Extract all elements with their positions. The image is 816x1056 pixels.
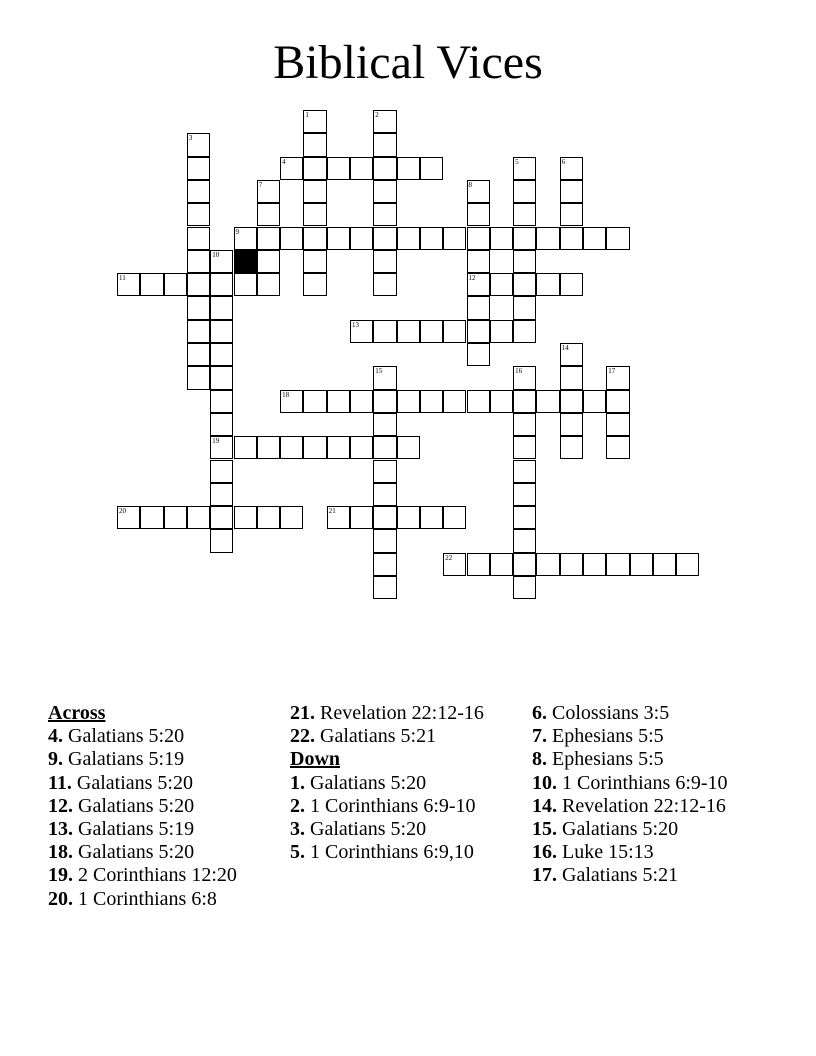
grid-cell[interactable] bbox=[467, 343, 490, 366]
grid-cell[interactable] bbox=[187, 506, 210, 529]
grid-cell[interactable] bbox=[187, 320, 210, 343]
clue-down-16: 16. Luke 15:13 bbox=[532, 841, 654, 864]
grid-cell[interactable] bbox=[606, 227, 629, 250]
grid-cell[interactable] bbox=[513, 180, 536, 203]
grid-cell[interactable] bbox=[467, 250, 490, 273]
grid-cell[interactable] bbox=[513, 157, 536, 180]
grid-cell[interactable] bbox=[210, 343, 233, 366]
grid-cell[interactable] bbox=[467, 203, 490, 226]
grid-cell[interactable] bbox=[676, 553, 699, 576]
grid-cell[interactable] bbox=[187, 296, 210, 319]
grid-cell[interactable] bbox=[467, 553, 490, 576]
clue-down-2: 2. 1 Corinthians 6:9-10 bbox=[290, 794, 476, 817]
grid-cell[interactable] bbox=[513, 576, 536, 599]
grid-cell[interactable] bbox=[210, 460, 233, 483]
grid-cell[interactable] bbox=[210, 483, 233, 506]
grid-cell[interactable] bbox=[606, 553, 629, 576]
grid-cell[interactable] bbox=[513, 413, 536, 436]
grid-cell[interactable] bbox=[373, 133, 396, 156]
grid-cell[interactable] bbox=[303, 250, 326, 273]
clue-column-1 bbox=[48, 702, 283, 911]
grid-cell[interactable] bbox=[257, 227, 280, 250]
grid-cell[interactable] bbox=[373, 227, 396, 250]
grid-cell[interactable] bbox=[420, 227, 443, 250]
grid-cell[interactable] bbox=[467, 273, 490, 296]
grid-cell[interactable] bbox=[467, 296, 490, 319]
grid-cell[interactable] bbox=[443, 320, 466, 343]
grid-cell[interactable] bbox=[140, 273, 163, 296]
grid-cell[interactable] bbox=[630, 553, 653, 576]
grid-cell[interactable] bbox=[117, 506, 140, 529]
grid-cell[interactable] bbox=[490, 320, 513, 343]
grid-cell[interactable] bbox=[653, 553, 676, 576]
clue-number: 6 bbox=[561, 157, 566, 166]
grid-cell[interactable] bbox=[560, 390, 583, 413]
grid-cell[interactable] bbox=[536, 390, 559, 413]
grid-cell[interactable] bbox=[443, 553, 466, 576]
clue-down-7: 7. Ephesians 5:5 bbox=[532, 725, 664, 748]
grid-cell[interactable] bbox=[536, 273, 559, 296]
grid-cell[interactable] bbox=[327, 227, 350, 250]
grid-cell[interactable] bbox=[373, 180, 396, 203]
grid-cell[interactable] bbox=[606, 366, 629, 389]
grid-cell[interactable] bbox=[187, 343, 210, 366]
grid-cell[interactable] bbox=[303, 110, 326, 133]
grid-cell[interactable] bbox=[373, 529, 396, 552]
grid-cell[interactable] bbox=[490, 227, 513, 250]
grid-cell[interactable] bbox=[373, 110, 396, 133]
grid-cell[interactable] bbox=[513, 366, 536, 389]
grid-cell[interactable] bbox=[560, 273, 583, 296]
grid-cell[interactable] bbox=[280, 227, 303, 250]
grid-cell[interactable] bbox=[350, 506, 373, 529]
grid-cell[interactable] bbox=[467, 320, 490, 343]
grid-cell[interactable] bbox=[303, 390, 326, 413]
grid-cell[interactable] bbox=[210, 273, 233, 296]
grid-cell[interactable] bbox=[397, 227, 420, 250]
grid-cell[interactable] bbox=[187, 273, 210, 296]
grid-cell[interactable] bbox=[513, 436, 536, 459]
grid-cell[interactable] bbox=[210, 413, 233, 436]
grid-cell[interactable] bbox=[280, 506, 303, 529]
grid-cell[interactable] bbox=[373, 320, 396, 343]
clue-number: 8 bbox=[468, 180, 472, 189]
grid-cell[interactable] bbox=[257, 180, 280, 203]
grid-cell[interactable] bbox=[606, 436, 629, 459]
grid-cell[interactable] bbox=[513, 203, 536, 226]
grid-cell[interactable] bbox=[513, 273, 536, 296]
clue-across-4: 4. Galatians 5:20 bbox=[48, 725, 185, 748]
clue-number: 4 bbox=[282, 157, 286, 166]
grid-cell[interactable] bbox=[560, 180, 583, 203]
grid-cell[interactable] bbox=[210, 250, 233, 273]
grid-cell[interactable] bbox=[327, 436, 350, 459]
grid-cell[interactable] bbox=[560, 413, 583, 436]
grid-cell[interactable] bbox=[373, 506, 396, 529]
clue-down-1: 1. Galatians 5:20 bbox=[290, 771, 427, 794]
grid-cell[interactable] bbox=[257, 273, 280, 296]
grid-cell[interactable] bbox=[560, 343, 583, 366]
grid-cell[interactable] bbox=[350, 227, 373, 250]
grid-cell[interactable] bbox=[303, 157, 326, 180]
grid-cell[interactable] bbox=[327, 506, 350, 529]
grid-cell[interactable] bbox=[583, 390, 606, 413]
grid-cell[interactable] bbox=[187, 133, 210, 156]
clue-down-14: 14. Revelation 22:12-16 bbox=[532, 794, 726, 817]
grid-cell[interactable] bbox=[303, 273, 326, 296]
grid-cell[interactable] bbox=[303, 203, 326, 226]
clue-down-10: 10. 1 Corinthians 6:9-10 bbox=[532, 771, 728, 794]
grid-cell[interactable] bbox=[560, 436, 583, 459]
grid-cell[interactable] bbox=[513, 227, 536, 250]
grid-cell[interactable] bbox=[210, 296, 233, 319]
clue-across-11: 11. Galatians 5:20 bbox=[48, 771, 193, 794]
grid-cell[interactable] bbox=[373, 436, 396, 459]
clue-number: 10 bbox=[212, 250, 220, 259]
grid-cell[interactable] bbox=[513, 483, 536, 506]
clue-number: 3 bbox=[188, 134, 193, 143]
grid-cell[interactable] bbox=[373, 576, 396, 599]
grid-cell[interactable] bbox=[187, 227, 210, 250]
clue-column-3 bbox=[532, 702, 767, 888]
clue-down-6: 6. Colossians 3:5 bbox=[532, 702, 670, 724]
grid-cell[interactable] bbox=[164, 506, 187, 529]
puzzle-title: Biblical Vices bbox=[273, 36, 543, 89]
grid-cell[interactable] bbox=[373, 366, 396, 389]
grid-cell[interactable] bbox=[467, 227, 490, 250]
grid-cell[interactable] bbox=[350, 390, 373, 413]
grid-cell[interactable] bbox=[350, 320, 373, 343]
grid-cell[interactable] bbox=[513, 250, 536, 273]
grid-cell[interactable] bbox=[397, 390, 420, 413]
clue-across-9: 9. Galatians 5:19 bbox=[48, 748, 185, 771]
grid-cell[interactable] bbox=[257, 203, 280, 226]
grid-cell[interactable] bbox=[373, 250, 396, 273]
grid-cell[interactable] bbox=[210, 320, 233, 343]
grid-cell[interactable] bbox=[280, 436, 303, 459]
grid-cell[interactable] bbox=[443, 227, 466, 250]
grid-cell[interactable] bbox=[303, 436, 326, 459]
clue-number: 7 bbox=[258, 180, 263, 189]
grid-cell[interactable] bbox=[560, 366, 583, 389]
grid-cell[interactable] bbox=[467, 390, 490, 413]
grid-cell[interactable] bbox=[187, 366, 210, 389]
grid-cell[interactable] bbox=[560, 203, 583, 226]
across-heading: Across bbox=[48, 702, 106, 724]
grid-cell[interactable] bbox=[397, 506, 420, 529]
clue-across-21: 21. Revelation 22:12-16 bbox=[290, 702, 484, 724]
grid-cell[interactable] bbox=[420, 506, 443, 529]
grid-cell[interactable] bbox=[280, 157, 303, 180]
grid-cell[interactable] bbox=[234, 273, 257, 296]
clue-across-19: 19. 2 Corinthians 12:20 bbox=[48, 864, 237, 887]
grid-cell[interactable] bbox=[373, 553, 396, 576]
grid-cell[interactable] bbox=[117, 273, 140, 296]
grid-cell[interactable] bbox=[350, 157, 373, 180]
clue-number: 20 bbox=[119, 507, 126, 516]
grid-cell[interactable] bbox=[257, 250, 280, 273]
grid-cell[interactable] bbox=[467, 180, 490, 203]
clue-column-2 bbox=[290, 702, 525, 864]
clue-down-5: 5. 1 Corinthians 6:9,10 bbox=[290, 841, 474, 864]
grid-cell[interactable] bbox=[513, 296, 536, 319]
grid-cell[interactable] bbox=[420, 390, 443, 413]
clue-number: 19 bbox=[212, 437, 220, 446]
clue-number: 14 bbox=[561, 344, 569, 352]
grid-cell[interactable] bbox=[490, 273, 513, 296]
grid-cell[interactable] bbox=[303, 133, 326, 156]
grid-cell[interactable] bbox=[187, 180, 210, 203]
grid-cell[interactable] bbox=[513, 390, 536, 413]
grid-cell[interactable] bbox=[560, 227, 583, 250]
clue-across-22: 22. Galatians 5:21 bbox=[290, 725, 437, 748]
grid-cell[interactable] bbox=[303, 180, 326, 203]
clue-number: 1 bbox=[305, 111, 309, 119]
clue-number: 22 bbox=[445, 553, 453, 562]
grid-cell[interactable] bbox=[280, 390, 303, 413]
grid-cell[interactable] bbox=[373, 203, 396, 226]
grid-cell[interactable] bbox=[513, 320, 536, 343]
grid-cell[interactable] bbox=[373, 157, 396, 180]
grid-cell[interactable] bbox=[327, 390, 350, 413]
clue-down-8: 8. Ephesians 5:5 bbox=[532, 748, 664, 771]
grid-cell[interactable] bbox=[420, 320, 443, 343]
grid-cell[interactable] bbox=[234, 436, 257, 459]
clue-down-3: 3. Galatians 5:20 bbox=[290, 818, 427, 841]
clue-down-17: 17. Galatians 5:21 bbox=[532, 864, 679, 887]
grid-cell[interactable] bbox=[164, 273, 187, 296]
clue-number: 9 bbox=[235, 227, 239, 236]
grid-cell[interactable] bbox=[606, 390, 629, 413]
grid-cell[interactable] bbox=[187, 157, 210, 180]
grid-cell[interactable] bbox=[210, 506, 233, 529]
clue-number: 5 bbox=[515, 157, 519, 166]
grid-cell[interactable] bbox=[583, 227, 606, 250]
clue-number: 13 bbox=[352, 320, 359, 329]
clue-number: 11 bbox=[119, 274, 126, 283]
grid-cell[interactable] bbox=[443, 506, 466, 529]
clue-number: 17 bbox=[608, 367, 616, 376]
grid-cell[interactable] bbox=[234, 227, 257, 250]
grid-cell[interactable] bbox=[536, 227, 559, 250]
grid-cell[interactable] bbox=[210, 390, 233, 413]
clue-number: 15 bbox=[375, 367, 383, 376]
clue-number: 12 bbox=[468, 274, 476, 283]
grid-cell[interactable] bbox=[327, 157, 350, 180]
grid-cell[interactable] bbox=[140, 506, 163, 529]
grid-cell[interactable] bbox=[373, 273, 396, 296]
grid-cell[interactable] bbox=[257, 506, 280, 529]
grid-cell[interactable] bbox=[373, 413, 396, 436]
down-heading: Down bbox=[290, 748, 341, 771]
grid-cell[interactable] bbox=[397, 320, 420, 343]
clue-number: 21 bbox=[328, 507, 336, 516]
grid-cell[interactable] bbox=[210, 366, 233, 389]
clue-number: 16 bbox=[515, 367, 523, 376]
grid-cell[interactable] bbox=[583, 553, 606, 576]
grid-cell[interactable] bbox=[560, 157, 583, 180]
clue-across-13: 13. Galatians 5:19 bbox=[48, 818, 195, 841]
clue-across-20: 20. 1 Corinthians 6:8 bbox=[48, 887, 217, 910]
grid-cell[interactable] bbox=[187, 203, 210, 226]
grid-cell[interactable] bbox=[234, 506, 257, 529]
clue-number: 18 bbox=[282, 390, 290, 399]
grid-cell[interactable] bbox=[490, 390, 513, 413]
clue-across-18: 18. Galatians 5:20 bbox=[48, 841, 195, 864]
grid-cell[interactable] bbox=[606, 413, 629, 436]
grid-cell[interactable] bbox=[397, 436, 420, 459]
grid-cell[interactable] bbox=[513, 553, 536, 576]
grid-cell[interactable] bbox=[513, 506, 536, 529]
grid-cell[interactable] bbox=[373, 460, 396, 483]
grid-cell[interactable] bbox=[490, 553, 513, 576]
clue-down-15: 15. Galatians 5:20 bbox=[532, 818, 679, 841]
grid-cell[interactable] bbox=[350, 436, 373, 459]
grid-cell[interactable] bbox=[513, 529, 536, 552]
grid-cell[interactable] bbox=[443, 390, 466, 413]
grid-cell[interactable] bbox=[560, 553, 583, 576]
grid-cell[interactable] bbox=[187, 250, 210, 273]
grid-cell[interactable] bbox=[257, 436, 280, 459]
clue-number: 2 bbox=[375, 111, 379, 119]
grid-cell[interactable] bbox=[513, 460, 536, 483]
grid-cell[interactable] bbox=[420, 157, 443, 180]
clue-across-12: 12. Galatians 5:20 bbox=[48, 794, 195, 817]
grid-cell[interactable] bbox=[303, 227, 326, 250]
grid-cell[interactable] bbox=[210, 436, 233, 459]
grid-cell[interactable] bbox=[397, 157, 420, 180]
grid-cell[interactable] bbox=[210, 529, 233, 552]
grid-cell[interactable] bbox=[373, 483, 396, 506]
grid-cell[interactable] bbox=[373, 390, 396, 413]
grid-block bbox=[234, 250, 257, 273]
grid-cell[interactable] bbox=[536, 553, 559, 576]
